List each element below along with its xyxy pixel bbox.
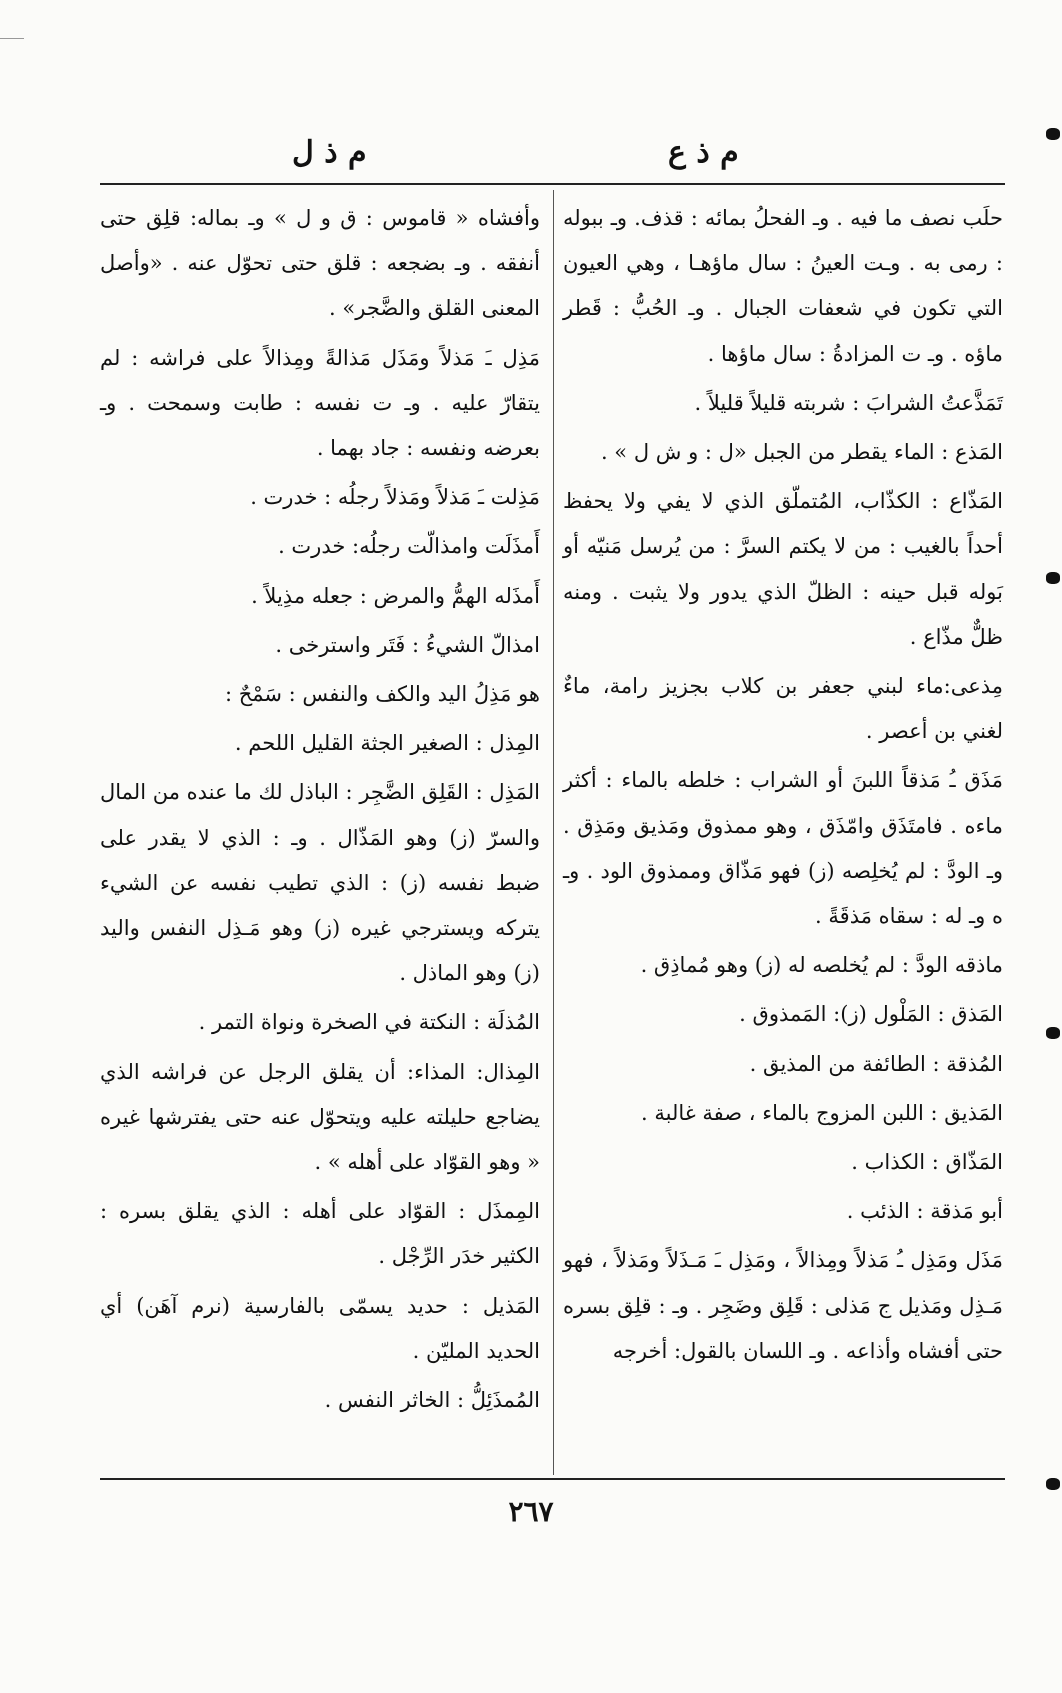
entry: أَمذَله الهمُّ والمرض : جعله مذِيلاً . (251, 583, 540, 608)
header-root-right: م ذ ع (668, 135, 739, 170)
entry: امذالّ الشيءُ : فَتَر واسترخى . (275, 632, 540, 657)
margin-mark (1046, 1478, 1060, 1490)
entry: المُمذَئِلُّ : الخاثر النفس . (324, 1388, 540, 1413)
entry: المِذال: المذاء: أن يقلق الرجل عن فراشه الذي يضاجع حليلته عليه ويتحوّل عنه حتى يفترشها غيره « وهو القوّاد على أهله » . (100, 1059, 540, 1175)
entry: المِمذَل : القوّاد على أهله : الذي يقلق بسره : الكثير خدَر الرِّجْل . (100, 1199, 540, 1269)
margin-mark (1046, 572, 1060, 584)
bottom-rule (100, 1478, 1005, 1480)
left-column (100, 196, 540, 1427)
entry: أَمذَلَت وامذالّت رجلُه: خدرت . (278, 534, 540, 559)
entry: المَذّاق : الكذاب . (851, 1150, 1003, 1175)
entry: ماذقه الودَّ : لم يُخلصه له (ز) وهو مُماذِق . (640, 953, 1003, 978)
entry: المَذِل : القَلِق الضَّجِر : الباذل لك ما عنده من المال والسرّ (ز) وهو المَذّال . وـ : الذي لا يقدر على ضبط نفسه (ز) : الذي تطيب نفسه عن الشيء يتركه ويسترجي غيره (ز) وهو مَـذِل النفس واليد (ز) وهو الماذل . (100, 780, 540, 986)
scan-edge-tick (0, 38, 24, 39)
entry: حلَب نصف ما فيه . وـ الفحلُ بمائه : قذف. وـ ببوله : رمى به . وـت العينُ : سال ماؤهـا ، وهي العيون التي تكون في شعفات الجبال . وـ الحُبُّ : قَطر ماؤه . وـ ت المزادةُ : سال ماؤها . (563, 206, 1003, 366)
entry: أبو مَذقة : الذئب . (846, 1199, 1003, 1224)
entry: المَذيق : اللبن المزوج بالماء ، صفة غالبة . (641, 1100, 1003, 1125)
entry: مَذِل ـَ مَذلاً ومَذَل مَذالةً ومِذالاً على فراشه : لم يتقارّ عليه . وـ ت نفسه : طابت وسمحت . وـ بعرضه ونفسه : جاد بهما . (100, 345, 540, 461)
margin-mark (1046, 1027, 1060, 1039)
entry: هو مَذِلُ اليد والكف والنفس : سَمْحٌ : (224, 682, 540, 707)
entry: المُذقة : الطائفة من المذيق . (749, 1051, 1003, 1076)
entry: مِذعى:ماء لبني جعفر بن كلاب بجزيز رامة، ماءٌ لغني بن أعصر . (563, 674, 1003, 744)
entry: المَذّاع : الكذّاب، المُتملّق الذي لا يفي ولا يحفظ أحداً بالغيب : من لا يكتم السرَّ : من يُرسل مَنيّه أو بَوله قبل حينه : الظلّ الذي يدور ولا يثبت . ومنه ظلٌّ مذّاع . (563, 489, 1003, 649)
entry: تَمَذَّعتُ الشرابَ : شربته قليلاً قليلاً . (694, 390, 1003, 415)
entry: المَذق : المَلْول (ز): المَمذوق . (739, 1002, 1003, 1027)
entry: مَذِلت ـَ مَذلاً ومَذلاً رجلُه : خدرت . (250, 485, 540, 510)
entry: المَذع : الماء يقطر من الجبل «ل : و ش ل » . (600, 440, 1003, 465)
page-number: ٢٦٧ (508, 1495, 554, 1528)
entry: مَذَل ومَذِل ـُ مَذلاً ومِذالاً ، ومَذِل ـَ مَـذَلاً ومَذلاً ، فهو مَـذِل ومَذيل ج مَذلى : قَلِق وضَجِر . وـ : قلِق بسره حتى أفشاه وأذاعه . وـ اللسان بالقول: أخرجه (563, 1248, 1003, 1363)
entry: المُذلَة : النكتة في الصخرة ونواة التمر . (198, 1010, 540, 1035)
column-divider (553, 190, 554, 1475)
margin-mark (1046, 128, 1060, 140)
entry: وأفشاه « قاموس : ق و ل » وـ بماله: قلِق حتى أنفقه . وـ بضجعه : قلق حتى تحوّل عنه . «وأصل المعنى القلق والضَّجر» . (100, 206, 540, 321)
entry: المَذيل : حديد يسمّى بالفارسية (نرم آهَن) أي الحديد المليّن . (100, 1293, 540, 1363)
entry: مَذَق ـُ مَذقاً اللبنَ أو الشراب : خلطه بالماء : أكثر ماءه . فامتَذَق وامّذَق ، وهو ممذوق ومَذيق ومَذِق . وـ الودَّ : لم يُخلِصه (ز) فهو مَذّاق وممذوق الود . وـ ه وـ له : سقاه مَذقَةً . (563, 768, 1003, 929)
top-rule (100, 183, 1005, 185)
entry: المِذل : الصغير الجثة القليل اللحم . (234, 731, 540, 756)
header-root-left: م ذ ل (292, 135, 367, 170)
right-column (563, 196, 1003, 1378)
